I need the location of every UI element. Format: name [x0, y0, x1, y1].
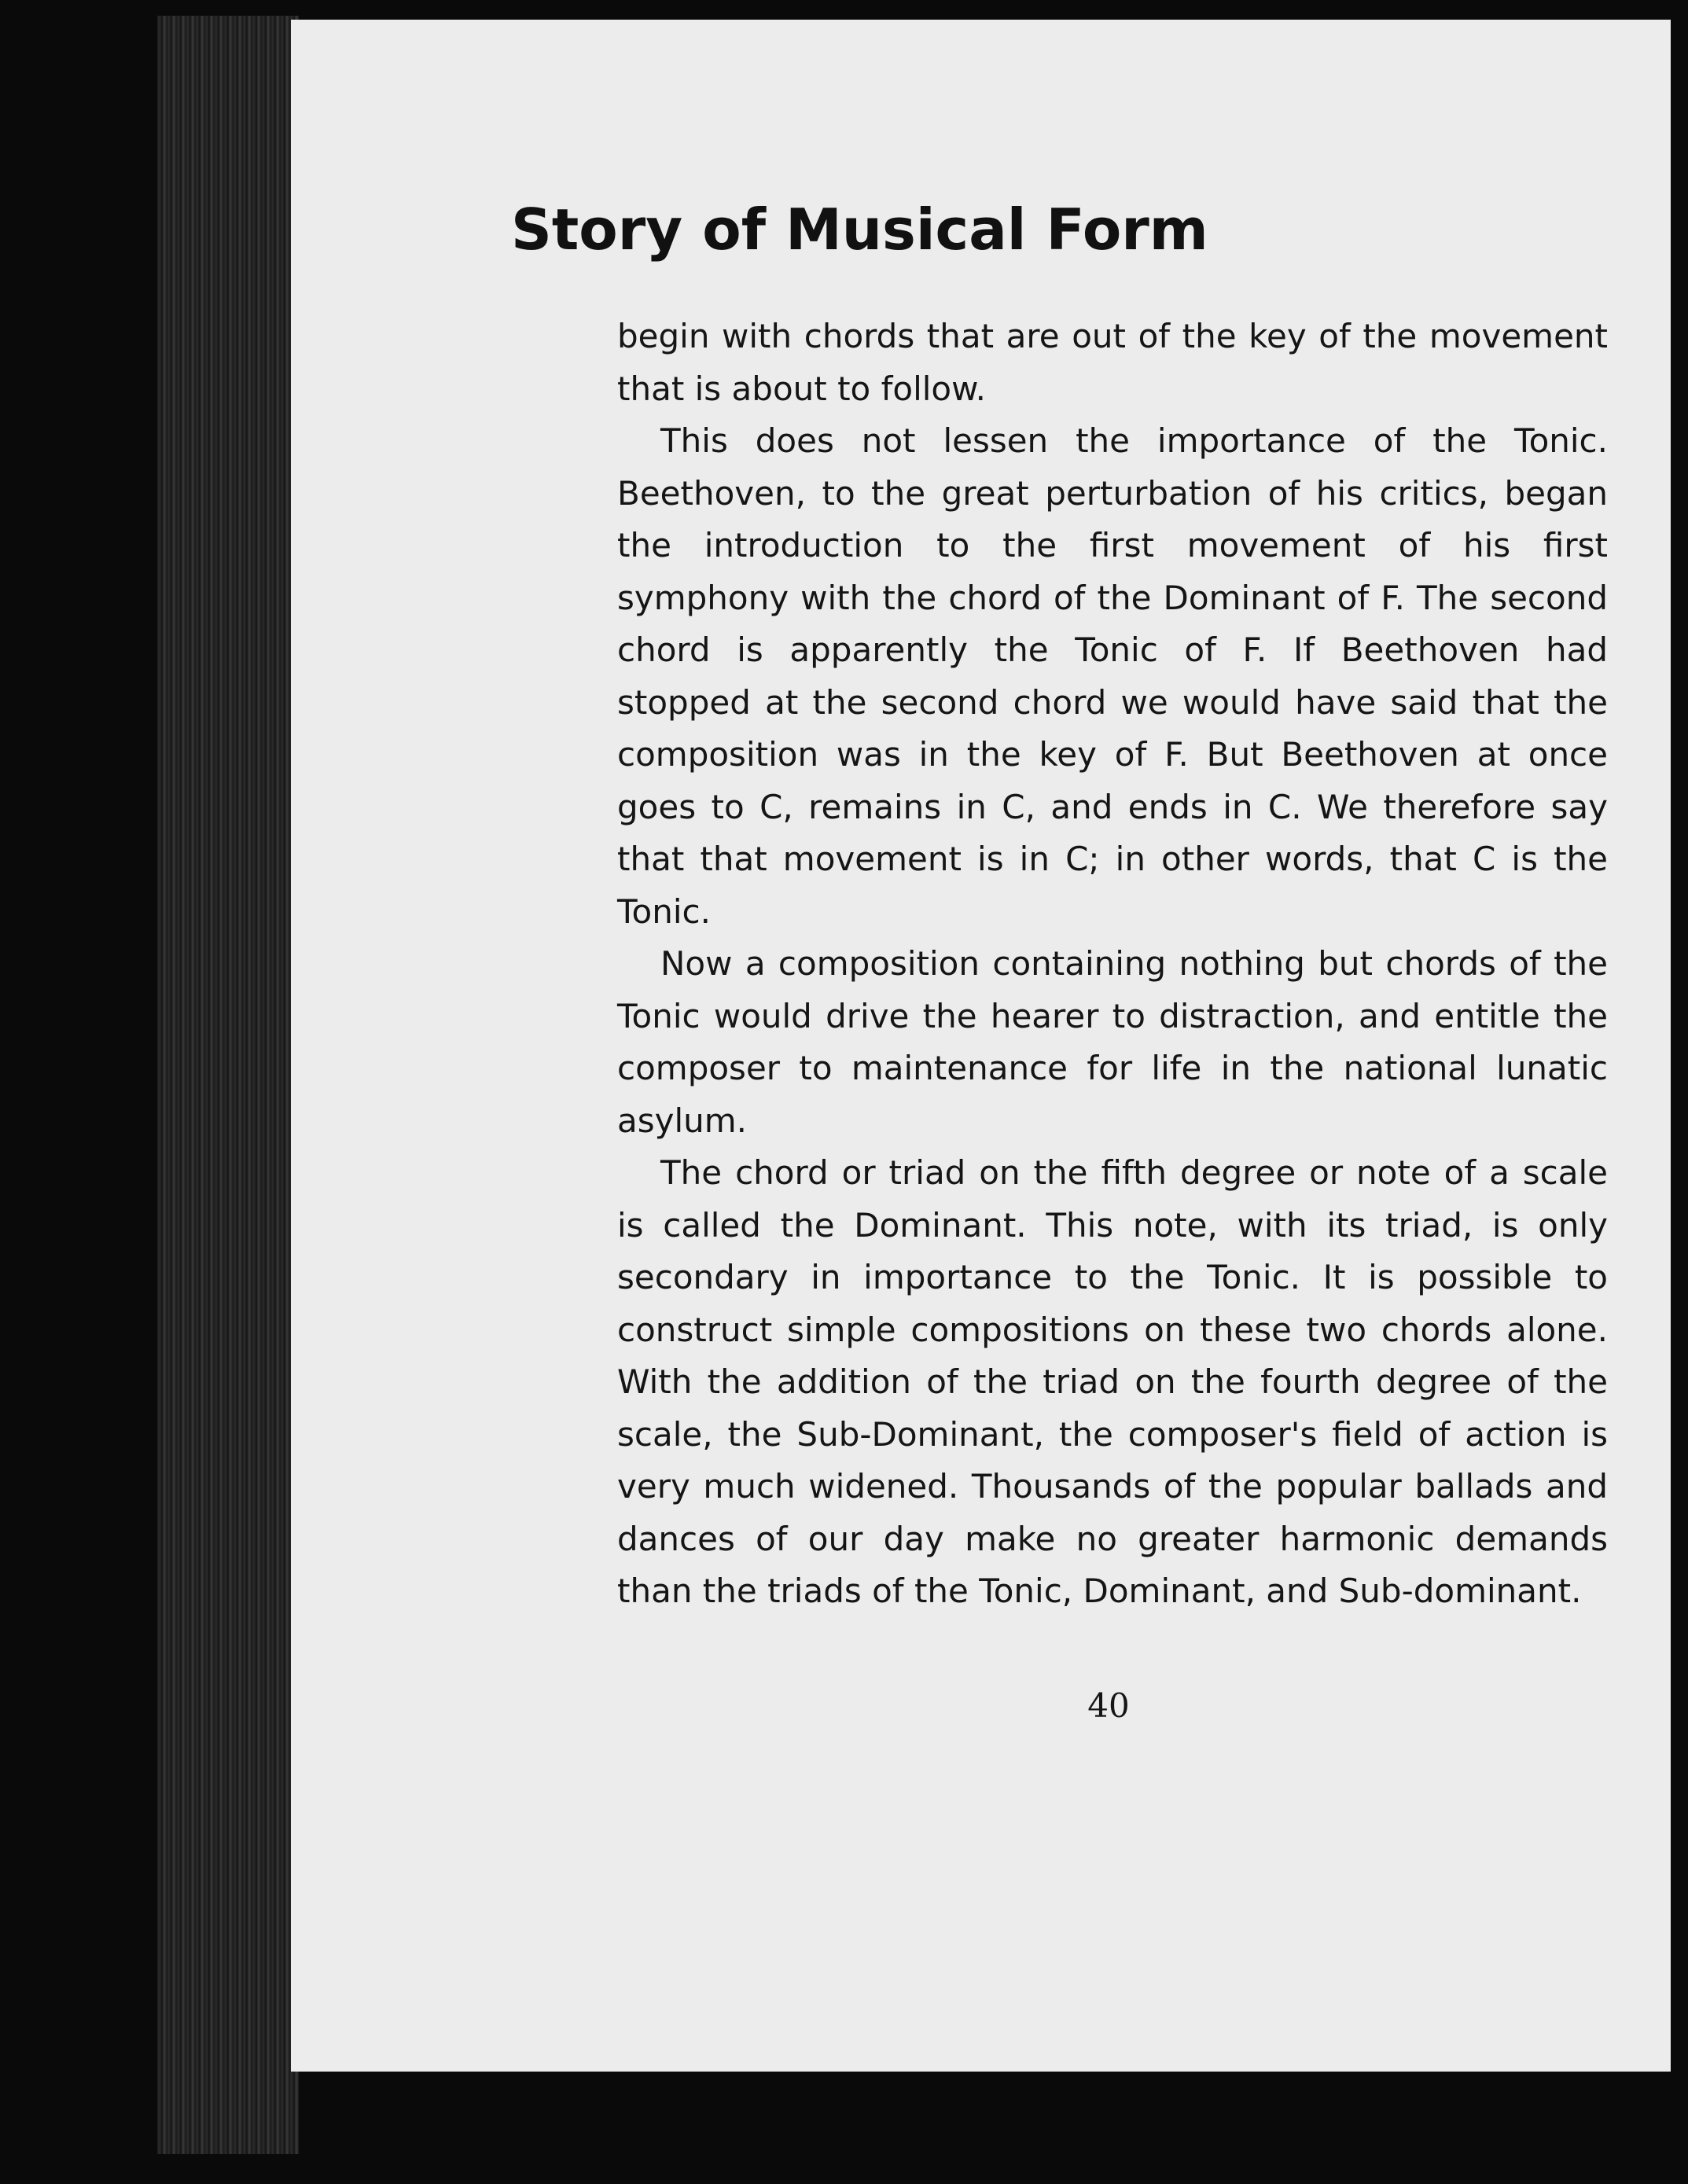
paragraph: begin with chords that are out of the key of the movement that is about to follow. [617, 317, 1608, 408]
paragraph: The chord or triad on the fifth degree or note of a scale is called the Dominant. This note, with its triad, is only secondary in importance to the Tonic. It is possible to construct simple compositions on these two chords alone. With the addition of the triad on the fourth degree of the scale, the Sub-Dominant, the composer's field of action is very much widened. Thousands of the popular ballads and dances of our day make no greater harmonic demands than the triads of the Tonic, Dominant, and Sub-dominant. [617, 1153, 1608, 1610]
paragraph: Now a composition containing nothing but chords of the Tonic would drive the hearer to distraction, and entitle the composer to maintenance for life in the national lunatic asylum. [617, 944, 1608, 1140]
body-text [617, 311, 1608, 1618]
paragraph: This does not lessen the importance of the Tonic. Beethoven, to the great perturbation of his critics, began the introduction to the first movement of his first symphony with the chord of the Dominant of F. The second chord is apparently the Tonic of F. If Beethoven had stopped at the second chord we would have said that the composition was in the key of F. But Beethoven at once goes to C, remains in C, and ends in C. We therefore say that that movement is in C; in other words, that C is the Tonic. [617, 421, 1608, 931]
page-edge-gutter [157, 16, 299, 2154]
running-head: Story of Musical Form [511, 197, 1208, 263]
page-number: 40 [1087, 1686, 1130, 1725]
